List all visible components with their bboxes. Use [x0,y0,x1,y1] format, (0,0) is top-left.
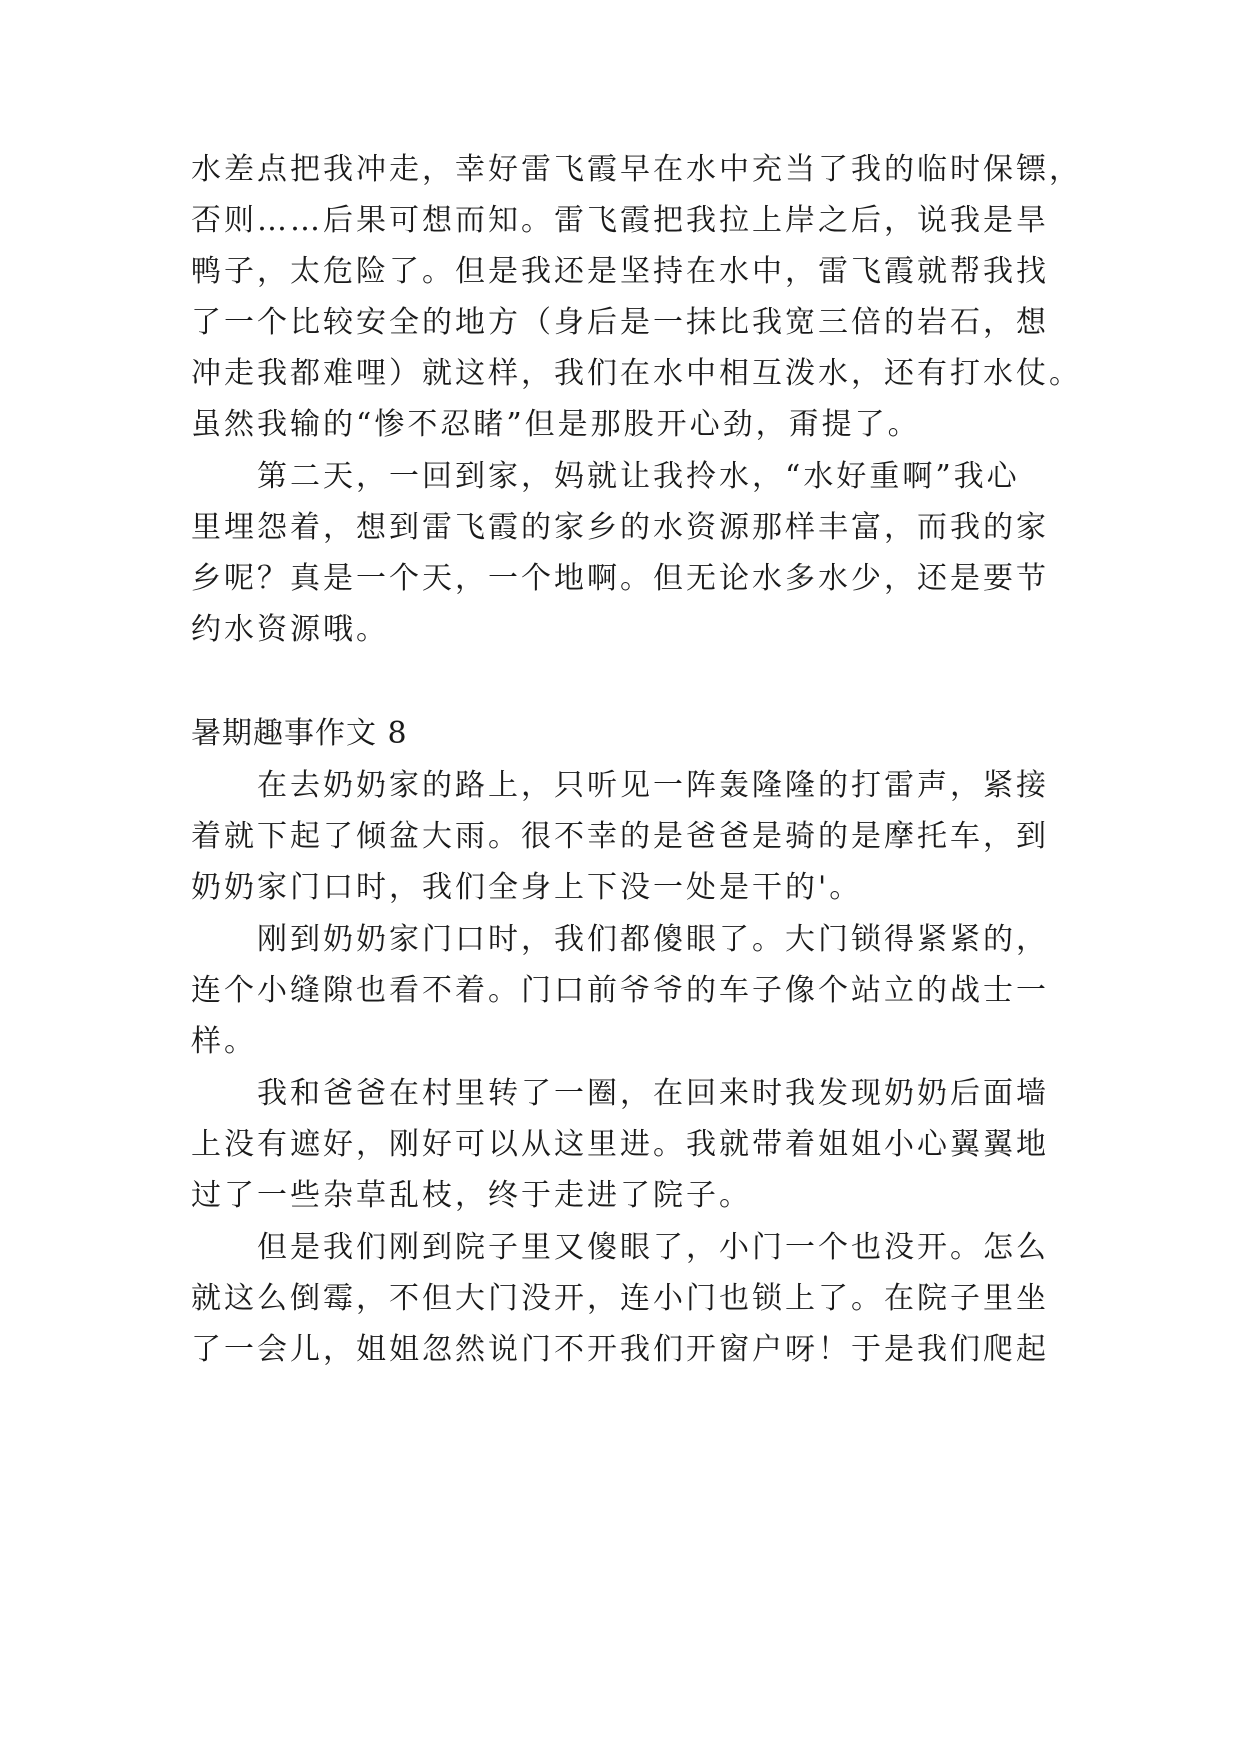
text-line: 我和爸爸在村里转了一圈，在回来时我发现奶奶后面墙 [257,1076,1049,1111]
text-line: 了一会儿，姐姐忽然说门不开我们开窗户呀！于是我们爬起 [191,1332,1049,1367]
text-line: 但是我们刚到院子里又傻眼了，小门一个也没开。怎么 [257,1230,1049,1265]
text-line: 了一个比较安全的地方（身后是一抹比我宽三倍的岩石，想 [191,305,1049,340]
text-line: 连个小缝隙也看不着。门口前爷爷的车子像个站立的战士一 [191,973,1049,1008]
text-line: 奶奶家门口时，我们全身上下没一处是干的'。 [191,870,863,905]
text-line: 乡呢？真是一个天，一个地啊。但无论水多水少，还是要节 [191,561,1049,596]
text-line: 样。 [191,1024,257,1059]
text-line: 虽然我输的“惨不忍睹”但是那股开心劲，甭提了。 [191,407,921,442]
essay-heading: 暑期趣事作文 8 [191,716,408,751]
text-line: 里埋怨着，想到雷飞霞的家乡的水资源那样丰富，而我的家 [191,510,1049,545]
text-line: 否则……后果可想而知。雷飞霞把我拉上岸之后，说我是旱 [191,203,1049,238]
text-line: 冲走我都难哩）就这样，我们在水中相互泼水，还有打水仗。 [191,356,1082,391]
text-line: 着就下起了倾盆大雨。很不幸的是爸爸是骑的是摩托车，到 [191,819,1049,854]
text-line: 过了一些杂草乱枝，终于走进了院子。 [191,1178,752,1213]
text-line: 鸭子，太危险了。但是我还是坚持在水中，雷飞霞就帮我找 [191,254,1049,289]
text-line: 约水资源哦。 [191,612,389,647]
text-line: 在去奶奶家的路上，只听见一阵轰隆隆的打雷声，紧接 [257,768,1049,803]
text-line: 刚到奶奶家门口时，我们都傻眼了。大门锁得紧紧的， [257,922,1049,957]
text-line: 水差点把我冲走，幸好雷飞霞早在水中充当了我的临时保镖， [191,152,1082,187]
text-line: 就这么倒霉，不但大门没开，连小门也锁上了。在院子里坐 [191,1281,1049,1316]
text-line: 上没有遮好，刚好可以从这里进。我就带着姐姐小心翼翼地 [191,1127,1049,1162]
text-line: 第二天，一回到家，妈就让我拎水，“水好重啊”我心 [257,459,1020,494]
